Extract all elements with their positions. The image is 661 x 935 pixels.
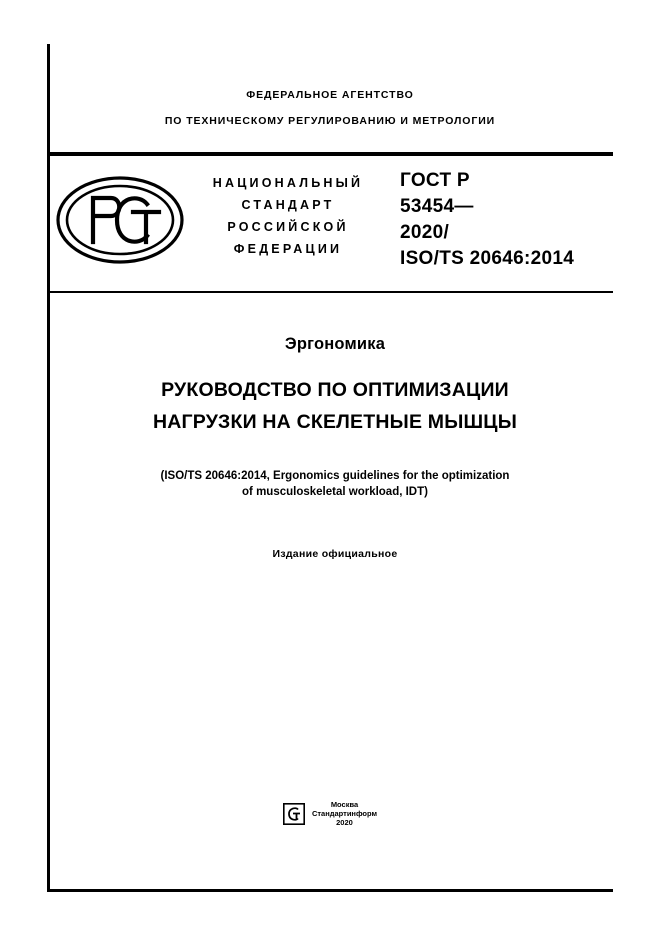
issuing-agency [47, 88, 613, 128]
designation-line-2: 53454— [400, 196, 474, 217]
national-standard-label [188, 172, 388, 260]
publisher-city: Москва [330, 800, 359, 809]
document-title-line-2: НАГРУЗКИ НА СКЕЛЕТНЫЕ МЫШЦЫ [152, 411, 518, 433]
document-title [57, 374, 613, 438]
document-title-line-1: РУКОВОДСТВО ПО ОПТИМИЗАЦИИ [161, 379, 509, 401]
iso-note-line-1: (ISO/TS 20646:2014, Ergonomics guidelines for the optimization [160, 470, 510, 482]
official-edition-note: Издание официальное [272, 548, 398, 560]
title-block [57, 335, 613, 560]
publisher-row [283, 800, 377, 827]
agency-line-2: ПО ТЕХНИЧЕСКОМУ РЕГУЛИРОВАНИЮ И МЕТРОЛОГИИ [164, 115, 496, 127]
header-rule-top [47, 152, 613, 156]
publisher-name: Стандартинформ [311, 809, 378, 818]
header-rule-bottom [47, 291, 613, 293]
agency-line-1: ФЕДЕРАЛЬНОЕ АГЕНТСТВО [246, 89, 414, 101]
iso-equivalence-note [57, 468, 613, 500]
designation-line-3: 2020/ [400, 222, 450, 243]
standard-designation [400, 168, 615, 272]
publisher-block [47, 800, 613, 830]
gost-r-emblem [55, 168, 185, 273]
standard-label-line-3: РОССИЙСКОЙ [227, 220, 349, 234]
document-subject: Эргономика [284, 335, 386, 353]
standard-label-line-4: ФЕДЕРАЦИИ [233, 242, 343, 256]
standard-label-line-1: НАЦИОНАЛЬНЫЙ [212, 176, 364, 190]
publisher-text [312, 800, 377, 827]
cover-bottom-rule [47, 889, 613, 892]
standard-label-line-2: СТАНДАРТ [241, 198, 335, 212]
designation-line-4: ISO/TS 20646:2014 [400, 248, 575, 269]
standartinform-logo [283, 803, 305, 825]
publisher-year: 2020 [336, 818, 353, 827]
designation-line-1: ГОСТ Р [400, 170, 470, 191]
iso-note-line-2: of musculoskeletal workload, IDT) [242, 486, 428, 498]
cover-left-rule [47, 44, 50, 891]
